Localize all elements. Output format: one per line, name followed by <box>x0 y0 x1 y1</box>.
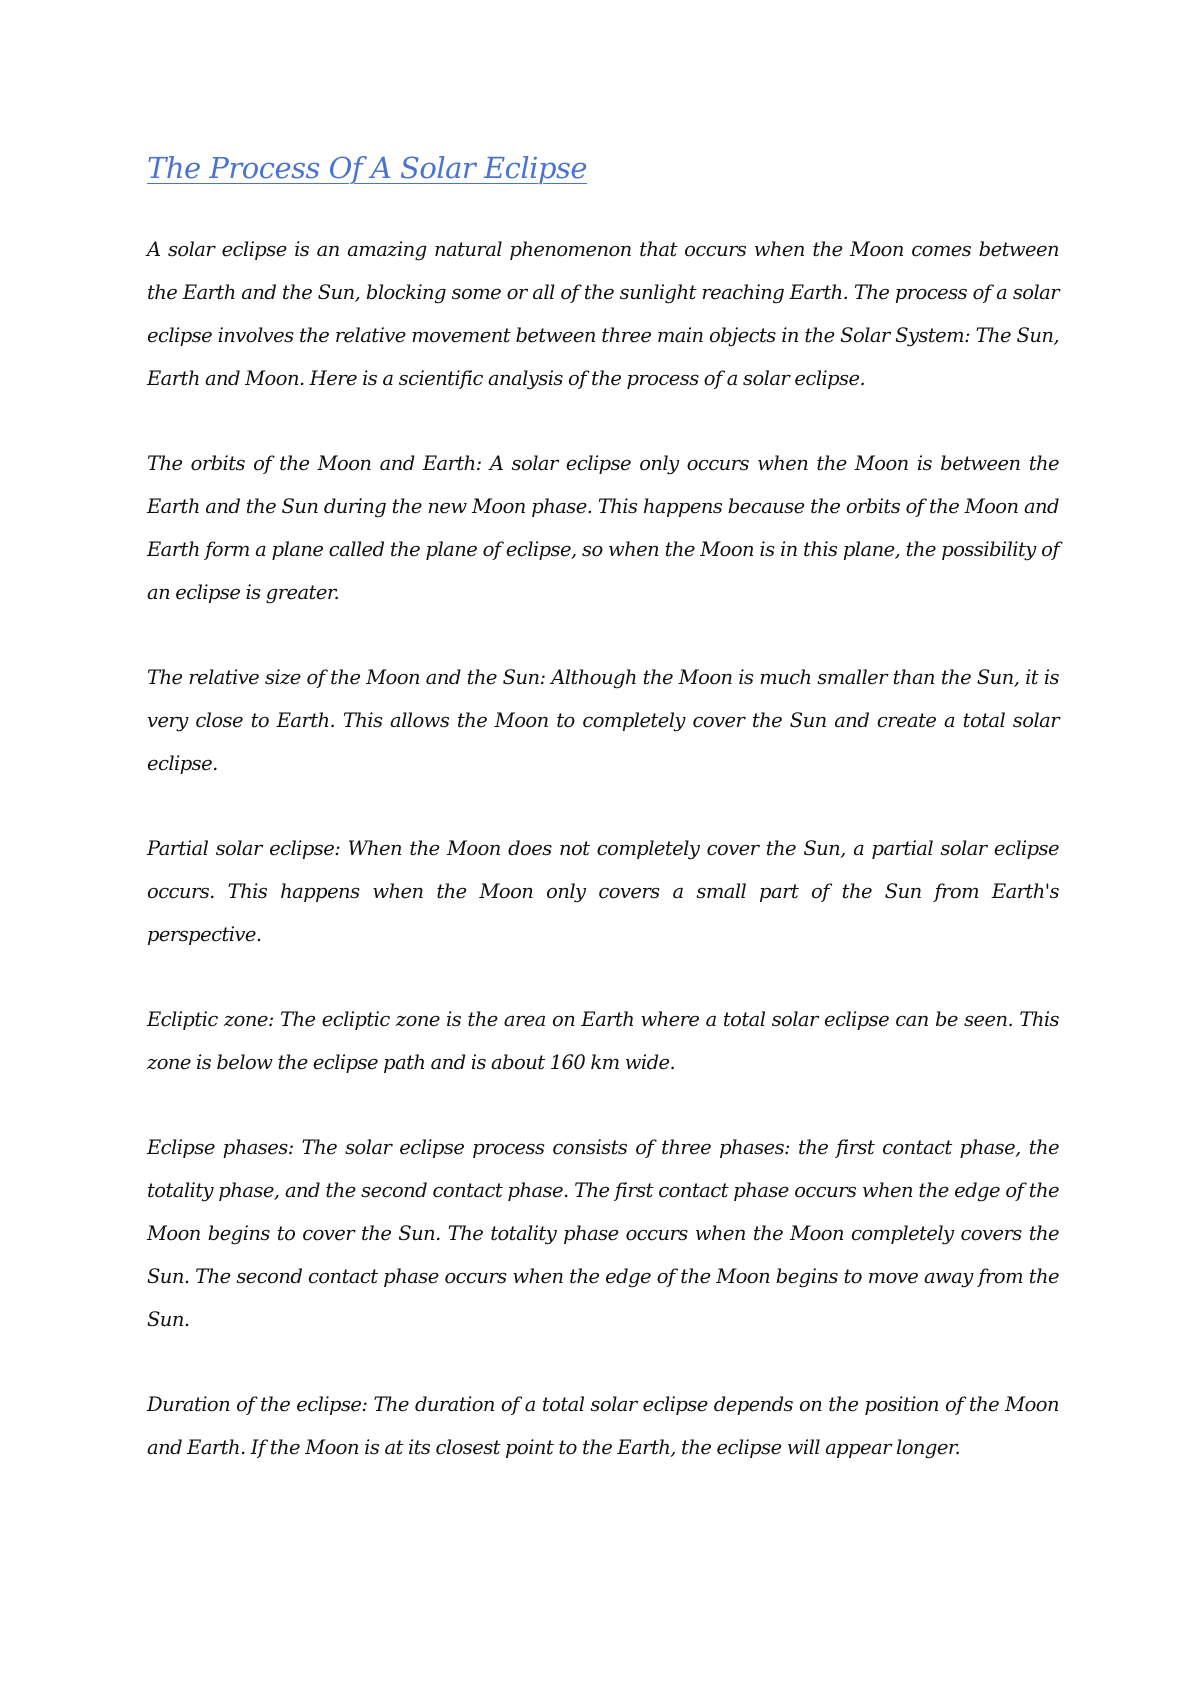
paragraph-orbits: The orbits of the Moon and Earth: A solar eclipse only occurs when the Moon is between the Earth and the Sun during the new Moon phase. This happens because the orbits of the Moon and Earth form a plane called the plane of eclipse, so when the Moon is in this plane, the possibility of an eclipse is greater. <box>147 452 1059 604</box>
document-body <box>147 148 1059 1511</box>
paragraph-partial-eclipse: Partial solar eclipse: When the Moon does not completely cover the Sun, a partial solar eclipse occurs. This happens when the Moon only covers a small part of the Sun from Earth's perspective. <box>147 837 1059 946</box>
paragraph-duration: Duration of the eclipse: The duration of a total solar eclipse depends on the position of the Moon and Earth. If the Moon is at its closest point to the Earth, the eclipse will appear longer. <box>147 1393 1059 1459</box>
paragraph-introduction: A solar eclipse is an amazing natural phenomenon that occurs when the Moon comes between the Earth and the Sun, blocking some or all of the sunlight reaching Earth. The process of a solar eclipse involves the relative movement between three main objects in the Solar System: The Sun, Earth and Moon. Here is a scientific analysis of the process of a solar eclipse. <box>147 238 1059 390</box>
paragraph-relative-size: The relative size of the Moon and the Sun: Although the Moon is much smaller than the Sun, it is very close to Earth. This allows the Moon to completely cover the Sun and create a total solar eclipse. <box>147 666 1059 775</box>
document-title[interactable]: The Process Of A Solar Eclipse <box>147 151 588 185</box>
paragraph-eclipse-phases: Eclipse phases: The solar eclipse process consists of three phases: the first contact phase, the totality phase, and the second contact phase. The first contact phase occurs when the edge of the Moon begins to cover the Sun. The totality phase occurs when the Moon completely covers the Sun. The second contact phase occurs when the edge of the Moon begins to move away from the Sun. <box>147 1136 1059 1331</box>
paragraph-ecliptic-zone: Ecliptic zone: The ecliptic zone is the area on Earth where a total solar eclipse can be seen. This zone is below the eclipse path and is about 160 km wide. <box>147 1008 1059 1074</box>
